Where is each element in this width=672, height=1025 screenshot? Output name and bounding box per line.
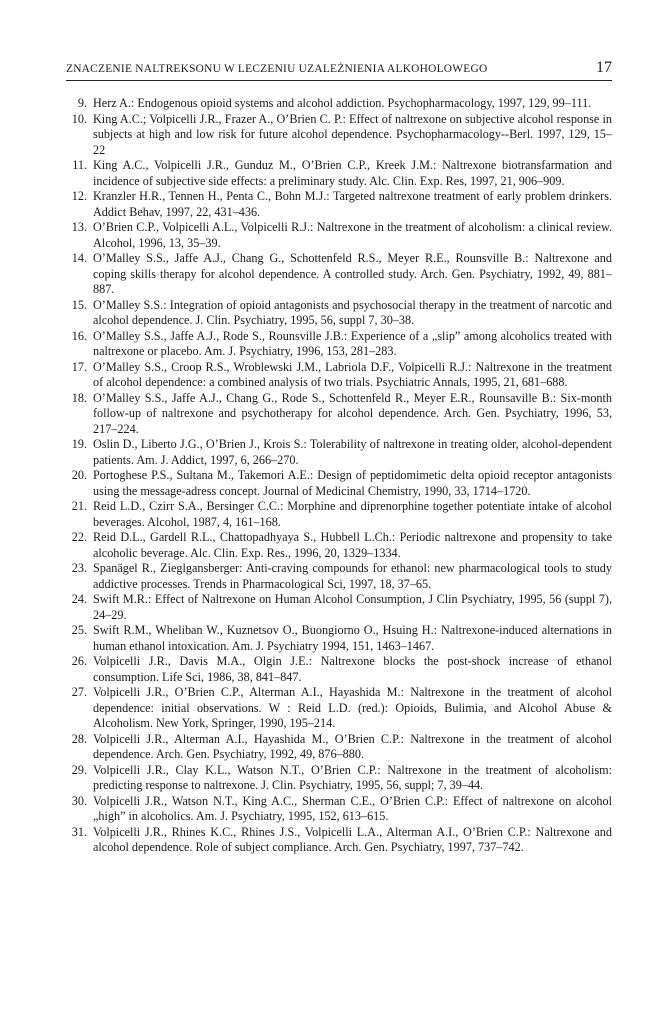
reference-text: King A.C.; Volpicelli J.R., Frazer A., O’Brien C. P.: Effect of naltrexone on subjective alcohol response in subjects at high and low risk for future alcohol dependence. Psychopharmacology--Berl. 1997, 129, 15–22 xyxy=(93,111,612,157)
page-header xyxy=(66,59,612,79)
reference-text: Spanägel R., Zieglgansberger: Anti-craving compounds for ethanol: new pharmacological tools to study addictive processes. Trends in Pharmacological Sci, 1997, 18, 37–65. xyxy=(93,561,612,591)
reference-number: 15. xyxy=(71,297,87,312)
reference-number: 11. xyxy=(72,158,87,172)
reference-number: 9. xyxy=(77,96,87,110)
reference-text: Volpicelli J.R., Davis M.A., Olgin J.E.: Naltrexone blocks the post-shock increase of ethanol consumption. Life Sci, 1986, 38, 841–847. xyxy=(93,654,612,684)
running-title: ZNACZENIE NALTREKSONU W LECZENIU UZALEŻNIENIA ALKOHOLOWEGO xyxy=(66,63,488,75)
reference-text: Herz A.: Endogenous opioid systems and alcohol addiction. Psychopharmacology, 1997, 129, 99–111. xyxy=(93,96,592,110)
reference-text: Swift M.R.: Effect of Naltrexone on Human Alcohol Consumption, J Clin Psychiatry, 1995, 56 (suppl 7), 24–29. xyxy=(93,592,612,622)
reference-item xyxy=(66,360,612,391)
reference-number: 16. xyxy=(71,328,87,343)
reference-item xyxy=(66,530,612,561)
reference-text: Swift R.M., Wheliban W., Kuznetsov O., Buongiorno O., Hsuing H.: Naltrexone-induced alternations in human ethanol intoxication. Am. J. Psychiatry 1994, 151, 1463–1467. xyxy=(93,623,612,653)
reference-item xyxy=(66,825,612,856)
reference-item xyxy=(66,468,612,499)
reference-item xyxy=(66,499,612,530)
reference-number: 22. xyxy=(71,530,87,544)
reference-item xyxy=(66,592,612,623)
reference-number: 17. xyxy=(71,359,87,374)
reference-number: 24. xyxy=(71,592,87,606)
reference-text: Volpicelli J.R., Alterman A.I., Hayashida M., O’Brien C.P.: Naltrexone in the treatment of alcohol dependence. Arch. Gen. Psychiatry, 1992, 49, 876–880. xyxy=(93,731,612,761)
reference-item xyxy=(66,623,612,654)
reference-item xyxy=(66,794,612,825)
reference-number: 30. xyxy=(71,793,87,808)
reference-number: 27. xyxy=(71,685,87,699)
reference-item xyxy=(66,437,612,468)
reference-item xyxy=(66,112,612,159)
reference-text: Oslin D., Liberto J.G., O’Brien J., Krois S.: Tolerability of naltrexone in treating older, alcohol-dependent patients. Am. J. Addict, 1997, 6, 266–270. xyxy=(93,437,612,467)
reference-number: 28. xyxy=(71,731,87,746)
reference-text: Volpicelli J.R., Watson N.T., King A.C., Sherman C.E., O’Brien C.P.: Effect of naltrexone on alcohol „high” in alcoholics. Am. J. Psychiatry, 1995, 152, 613–615. xyxy=(93,793,612,823)
reference-text: O’Malley S.S., Croop R.S., Wroblewski J.M., Labriola D.F., Volpicelli R.J.: Naltrexone in the treatment of alcohol dependence: a combined analysis of two trials. Psychiatric Annals, 1995, 21, 681–688. xyxy=(93,359,612,389)
reference-text: O’Malley S.S.: Integration of opioid antagonists and psychosocial therapy in the treatment of narcotic and alcohol dependence. J. Clin. Psychiatry, 1995, 56, suppl 7, 30–38. xyxy=(93,297,612,327)
reference-number: 14. xyxy=(71,251,87,265)
reference-number: 12. xyxy=(71,189,87,203)
reference-number: 31. xyxy=(71,824,87,839)
reference-text: Reid D.L., Gardell R.L., Chattopadhyaya S., Hubbell L.Ch.: Periodic naltrexone and propensity to take alcoholic beverage. Alc. Clin. Exp. Res., 1996, 20, 1329–1334. xyxy=(93,530,612,560)
reference-item xyxy=(66,685,612,732)
reference-text: Volpicelli J.R., O’Brien C.P., Alterman A.I., Hayashida M.: Naltrexone in the treatment of alcohol dependence: initial observations. W : Reid L.D. (red.): Opioids, Bulimia, and Alcohol Abuse & Alcoholism. New York, Springer, 1990, 195–214. xyxy=(93,685,612,730)
reference-text: O’Malley S.S., Jaffe A.J., Rode S., Rounsville J.B.: Experience of a „slip” among alcoholics treated with naltrexone or placebo. Am. J. Psychiatry, 1996, 153, 281–283. xyxy=(93,328,612,358)
reference-text: O’Brien C.P., Volpicelli A.L., Volpicelli R.J.: Naltrexone in the treatment of alcoholism: a clinical review. Alcohol, 1996, 13, 35–39. xyxy=(93,220,612,250)
reference-number: 19. xyxy=(71,437,87,451)
reference-item xyxy=(66,561,612,592)
reference-text: O’Malley S.S., Jaffe A.J., Chang G., Rode S., Schottenfeld R., Meyer E.R., Rounsaville B.: Six-month follow-up of naltrexone and psychotherapy for alcohol dependence. Arch. Gen. Psychiatry, 1996, 53, 217–224. xyxy=(93,390,612,436)
header-divider xyxy=(66,80,612,81)
reference-item xyxy=(66,251,612,298)
reference-text: O’Malley S.S., Jaffe A.J., Chang G., Schottenfeld R.S., Meyer R.E., Rounsville B.: Naltrexone and coping skills therapy for alcohol dependence. A controlled study. Arch. Gen. Psychiatry, 1992, 49, 881–887. xyxy=(93,251,612,296)
reference-item xyxy=(66,654,612,685)
reference-number: 25. xyxy=(71,623,87,637)
reference-number: 13. xyxy=(71,220,87,234)
reference-number: 18. xyxy=(71,390,87,405)
reference-list xyxy=(66,96,612,856)
reference-item xyxy=(66,158,612,189)
reference-item xyxy=(66,96,612,112)
reference-number: 20. xyxy=(71,468,87,482)
reference-number: 23. xyxy=(71,561,87,575)
reference-number: 10. xyxy=(71,111,87,126)
reference-text: Reid L.D., Czirr S.A., Bersinger C.C.: Morphine and diprenorphine together potentiate intake of alcohol beverages. Alcohol, 1987, 4, 161–168. xyxy=(93,499,612,529)
reference-item xyxy=(66,329,612,360)
reference-item xyxy=(66,391,612,438)
reference-text: Volpicelli J.R., Rhines K.C., Rhines J.S., Volpicelli L.A., Alterman A.I., O’Brien C.P.: Naltrexone and alcohol dependence. Role of subject compliance. Arch. Gen. Psychiatry, 1997, 737–742. xyxy=(93,824,612,854)
reference-item xyxy=(66,298,612,329)
reference-text: Portoghese P.S., Sultana M., Takemori A.E.: Design of peptidomimetic delta opioid receptor antagonists using the message-adress concept. Journal of Medicinal Chemistry, 1990, 33, 1714–1720. xyxy=(93,468,612,498)
reference-number: 29. xyxy=(71,762,87,777)
reference-number: 26. xyxy=(71,654,87,668)
reference-text: Kranzler H.R., Tennen H., Penta C., Bohn M.J.: Targeted naltrexone treatment of early problem drinkers. Addict Behav, 1997, 22, 431–436. xyxy=(93,189,612,219)
reference-text: King A.C., Volpicelli J.R., Gunduz M., O’Brien C.P., Kreek J.M.: Naltrexone biotransfarmation and incidence of subjective side effects: a preliminary study. Alc. Clin. Exp. Res, 1997, 21, 906–909. xyxy=(93,158,612,188)
reference-item xyxy=(66,763,612,794)
reference-number: 21. xyxy=(71,499,87,513)
reference-item xyxy=(66,220,612,251)
reference-item xyxy=(66,189,612,220)
reference-text: Volpicelli J.R., Clay K.L., Watson N.T., O’Brien C.P.: Naltrexone in the treatment of alcoholism: predicting response to naltrexone. J. Clin. Psychiatry, 1995, 56, suppl; 7, 39–44. xyxy=(93,762,612,792)
page-number: 17 xyxy=(596,59,612,76)
reference-item xyxy=(66,732,612,763)
